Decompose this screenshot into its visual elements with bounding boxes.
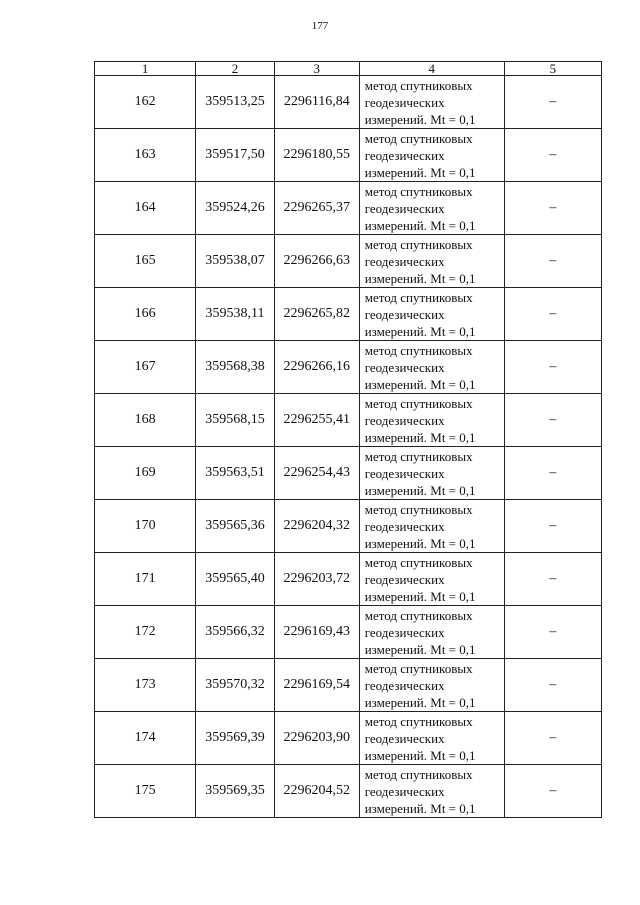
point-number-cell: 171 bbox=[95, 553, 196, 606]
y-coordinate-cell: 2296204,32 bbox=[274, 500, 359, 553]
method-cell bbox=[359, 394, 504, 447]
y-coordinate-cell: 2296255,41 bbox=[274, 394, 359, 447]
table-row bbox=[95, 553, 602, 606]
method-line: измерений. Mt = 0,1 bbox=[364, 164, 476, 180]
x-coordinate-cell: 359569,39 bbox=[196, 712, 275, 765]
method-line: измерений. Mt = 0,1 bbox=[364, 376, 476, 392]
note-cell: – bbox=[504, 394, 601, 447]
point-number-cell: 166 bbox=[95, 288, 196, 341]
x-coordinate-cell: 359513,25 bbox=[196, 76, 275, 129]
method-line: метод спутниковых bbox=[364, 130, 473, 146]
note-cell: – bbox=[504, 553, 601, 606]
method-line: измерений. Mt = 0,1 bbox=[364, 270, 476, 286]
point-number-cell: 175 bbox=[95, 765, 196, 818]
method-cell bbox=[359, 76, 504, 129]
method-line: измерений. Mt = 0,1 bbox=[364, 641, 476, 657]
method-line: геодезических bbox=[364, 677, 445, 693]
method-line: геодезических bbox=[364, 783, 445, 799]
column-header: 3 bbox=[274, 62, 359, 76]
table-row bbox=[95, 659, 602, 712]
table-row bbox=[95, 712, 602, 765]
method-cell bbox=[359, 447, 504, 500]
method-line: измерений. Mt = 0,1 bbox=[364, 482, 476, 498]
x-coordinate-cell: 359524,26 bbox=[196, 182, 275, 235]
point-number-cell: 163 bbox=[95, 129, 196, 182]
method-line: геодезических bbox=[364, 253, 445, 269]
method-line: геодезических bbox=[364, 730, 445, 746]
point-number-cell: 173 bbox=[95, 659, 196, 712]
x-coordinate-cell: 359565,36 bbox=[196, 500, 275, 553]
y-coordinate-cell: 2296266,63 bbox=[274, 235, 359, 288]
method-line: измерений. Mt = 0,1 bbox=[364, 535, 476, 551]
table-row bbox=[95, 288, 602, 341]
method-line: метод спутниковых bbox=[364, 77, 473, 93]
method-line: измерений. Mt = 0,1 bbox=[364, 800, 476, 816]
method-line: геодезических bbox=[364, 412, 445, 428]
method-line: метод спутниковых bbox=[364, 660, 473, 676]
y-coordinate-cell: 2296266,16 bbox=[274, 341, 359, 394]
x-coordinate-cell: 359569,35 bbox=[196, 765, 275, 818]
note-cell: – bbox=[504, 288, 601, 341]
method-line: метод спутниковых bbox=[364, 501, 473, 517]
note-cell: – bbox=[504, 765, 601, 818]
method-line: измерений. Mt = 0,1 bbox=[364, 111, 476, 127]
method-line: метод спутниковых bbox=[364, 766, 473, 782]
method-line: измерений. Mt = 0,1 bbox=[364, 217, 476, 233]
y-coordinate-cell: 2296203,72 bbox=[274, 553, 359, 606]
x-coordinate-cell: 359565,40 bbox=[196, 553, 275, 606]
column-header: 1 bbox=[95, 62, 196, 76]
method-cell bbox=[359, 129, 504, 182]
table-row bbox=[95, 606, 602, 659]
x-coordinate-cell: 359568,15 bbox=[196, 394, 275, 447]
y-coordinate-cell: 2296265,82 bbox=[274, 288, 359, 341]
method-cell bbox=[359, 235, 504, 288]
method-line: геодезических bbox=[364, 359, 445, 375]
table-body bbox=[95, 76, 602, 818]
y-coordinate-cell: 2296265,37 bbox=[274, 182, 359, 235]
x-coordinate-cell: 359538,07 bbox=[196, 235, 275, 288]
method-line: геодезических bbox=[364, 200, 445, 216]
note-cell: – bbox=[504, 341, 601, 394]
y-coordinate-cell: 2296254,43 bbox=[274, 447, 359, 500]
method-line: геодезических bbox=[364, 571, 445, 587]
table-row bbox=[95, 765, 602, 818]
table-row bbox=[95, 394, 602, 447]
method-line: измерений. Mt = 0,1 bbox=[364, 429, 476, 445]
x-coordinate-cell: 359568,38 bbox=[196, 341, 275, 394]
table-row bbox=[95, 76, 602, 129]
note-cell: – bbox=[504, 712, 601, 765]
note-cell: – bbox=[504, 76, 601, 129]
table-row bbox=[95, 129, 602, 182]
method-line: измерений. Mt = 0,1 bbox=[364, 588, 476, 604]
x-coordinate-cell: 359566,32 bbox=[196, 606, 275, 659]
coordinates-table bbox=[94, 61, 602, 818]
column-header: 2 bbox=[196, 62, 275, 76]
y-coordinate-cell: 2296116,84 bbox=[274, 76, 359, 129]
method-cell bbox=[359, 659, 504, 712]
table-header-row bbox=[95, 62, 602, 76]
column-header: 4 bbox=[359, 62, 504, 76]
x-coordinate-cell: 359517,50 bbox=[196, 129, 275, 182]
point-number-cell: 164 bbox=[95, 182, 196, 235]
method-cell bbox=[359, 288, 504, 341]
method-line: геодезических bbox=[364, 147, 445, 163]
method-line: метод спутниковых bbox=[364, 713, 473, 729]
method-line: измерений. Mt = 0,1 bbox=[364, 323, 476, 339]
point-number-cell: 165 bbox=[95, 235, 196, 288]
table-row bbox=[95, 235, 602, 288]
method-line: геодезических bbox=[364, 465, 445, 481]
y-coordinate-cell: 2296180,55 bbox=[274, 129, 359, 182]
point-number-cell: 162 bbox=[95, 76, 196, 129]
point-number-cell: 172 bbox=[95, 606, 196, 659]
note-cell: – bbox=[504, 447, 601, 500]
method-line: метод спутниковых bbox=[364, 289, 473, 305]
point-number-cell: 167 bbox=[95, 341, 196, 394]
method-cell bbox=[359, 606, 504, 659]
x-coordinate-cell: 359563,51 bbox=[196, 447, 275, 500]
method-line: геодезических bbox=[364, 306, 445, 322]
table-row bbox=[95, 341, 602, 394]
method-line: метод спутниковых bbox=[364, 554, 473, 570]
x-coordinate-cell: 359538,11 bbox=[196, 288, 275, 341]
note-cell: – bbox=[504, 182, 601, 235]
point-number-cell: 174 bbox=[95, 712, 196, 765]
method-cell bbox=[359, 712, 504, 765]
table-row bbox=[95, 182, 602, 235]
method-line: измерений. Mt = 0,1 bbox=[364, 747, 476, 763]
page-number: 177 bbox=[311, 20, 329, 32]
method-line: метод спутниковых bbox=[364, 183, 473, 199]
y-coordinate-cell: 2296169,54 bbox=[274, 659, 359, 712]
method-line: измерений. Mt = 0,1 bbox=[364, 694, 476, 710]
method-line: геодезических bbox=[364, 518, 445, 534]
x-coordinate-cell: 359570,32 bbox=[196, 659, 275, 712]
note-cell: – bbox=[504, 659, 601, 712]
method-line: метод спутниковых bbox=[364, 448, 473, 464]
method-cell bbox=[359, 341, 504, 394]
table-row bbox=[95, 500, 602, 553]
method-line: метод спутниковых bbox=[364, 236, 473, 252]
method-line: геодезических bbox=[364, 94, 445, 110]
method-line: метод спутниковых bbox=[364, 607, 473, 623]
point-number-cell: 169 bbox=[95, 447, 196, 500]
method-cell bbox=[359, 182, 504, 235]
method-line: метод спутниковых bbox=[364, 342, 473, 358]
method-line: геодезических bbox=[364, 624, 445, 640]
y-coordinate-cell: 2296204,52 bbox=[274, 765, 359, 818]
note-cell: – bbox=[504, 606, 601, 659]
table-row bbox=[95, 447, 602, 500]
note-cell: – bbox=[504, 129, 601, 182]
point-number-cell: 170 bbox=[95, 500, 196, 553]
point-number-cell: 168 bbox=[95, 394, 196, 447]
note-cell: – bbox=[504, 500, 601, 553]
method-cell bbox=[359, 500, 504, 553]
column-header: 5 bbox=[504, 62, 601, 76]
method-line: метод спутниковых bbox=[364, 395, 473, 411]
method-cell bbox=[359, 765, 504, 818]
y-coordinate-cell: 2296203,90 bbox=[274, 712, 359, 765]
y-coordinate-cell: 2296169,43 bbox=[274, 606, 359, 659]
method-cell bbox=[359, 553, 504, 606]
note-cell: – bbox=[504, 235, 601, 288]
